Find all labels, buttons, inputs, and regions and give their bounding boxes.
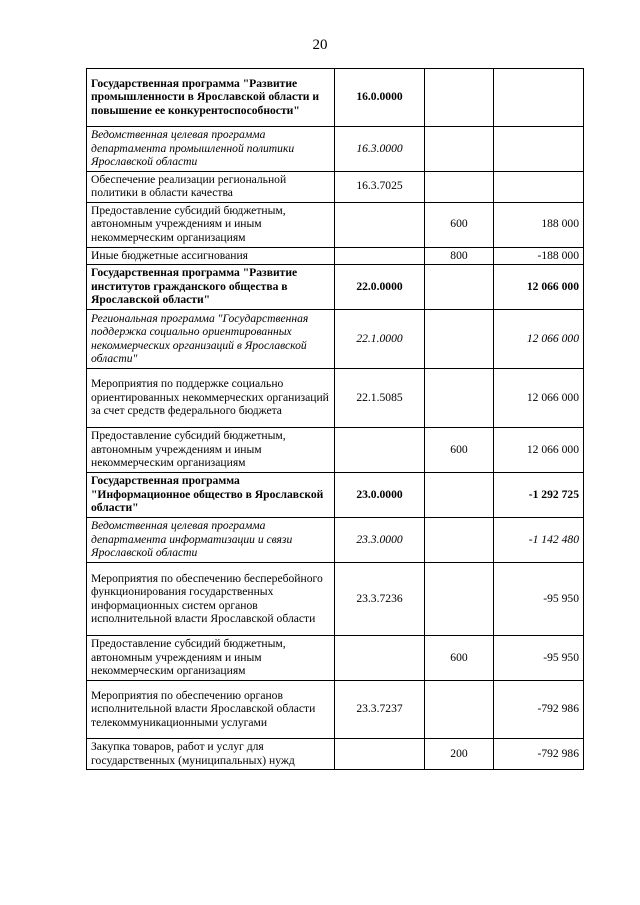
table-row bbox=[87, 202, 584, 247]
row-name-cell: Региональная программа "Государственная поддержка социально ориентированных некоммерческих организаций в Ярославской области" bbox=[87, 310, 335, 369]
page-number: 20 bbox=[312, 37, 328, 53]
row-sum-cell: -1 142 480 bbox=[494, 518, 584, 563]
table-row bbox=[87, 473, 584, 518]
row-name-cell: Ведомственная целевая программа департамента промышленной политики Ярославской области bbox=[87, 127, 335, 172]
row-expense-type-cell: 800 bbox=[425, 247, 494, 265]
row-sum-cell: 12 066 000 bbox=[494, 428, 584, 473]
row-sum-cell: -792 986 bbox=[494, 681, 584, 739]
row-sum-cell bbox=[494, 69, 584, 127]
row-expense-type-cell bbox=[425, 127, 494, 172]
row-name-cell: Иные бюджетные ассигнования bbox=[87, 247, 335, 265]
table-row bbox=[87, 518, 584, 563]
row-code-cell: 22.1.0000 bbox=[335, 310, 425, 369]
table-row bbox=[87, 310, 584, 369]
row-code-cell: 23.3.0000 bbox=[335, 518, 425, 563]
row-expense-type-cell bbox=[425, 69, 494, 127]
row-code-cell bbox=[335, 636, 425, 681]
row-sum-cell: -188 000 bbox=[494, 247, 584, 265]
table-row bbox=[87, 127, 584, 172]
row-name-cell: Мероприятия по обеспечению бесперебойного функционирования государственных информационных систем органов исполнительной власти Ярославской области bbox=[87, 563, 335, 636]
row-name-cell: Мероприятия по обеспечению органов исполнительной власти Ярославской области телекоммуникационными услугами bbox=[87, 681, 335, 739]
row-name-cell: Государственная программа "Информационное общество в Ярославской области" bbox=[87, 473, 335, 518]
row-expense-type-cell bbox=[425, 310, 494, 369]
table-row bbox=[87, 681, 584, 739]
row-code-cell bbox=[335, 428, 425, 473]
table-row bbox=[87, 265, 584, 310]
row-code-cell: 16.3.0000 bbox=[335, 127, 425, 172]
budget-table bbox=[86, 68, 584, 770]
row-code-cell: 22.1.5085 bbox=[335, 369, 425, 428]
table-row bbox=[87, 636, 584, 681]
row-name-cell: Предоставление субсидий бюджетным, автономным учреждениям и иным некоммерческим организациям bbox=[87, 636, 335, 681]
row-sum-cell bbox=[494, 127, 584, 172]
table-row bbox=[87, 247, 584, 265]
row-sum-cell: 12 066 000 bbox=[494, 310, 584, 369]
row-name-cell: Предоставление субсидий бюджетным, автономным учреждениям и иным некоммерческим организациям bbox=[87, 428, 335, 473]
row-code-cell bbox=[335, 202, 425, 247]
row-expense-type-cell bbox=[425, 563, 494, 636]
table-row bbox=[87, 171, 584, 202]
table-row bbox=[87, 69, 584, 127]
row-name-cell: Закупка товаров, работ и услуг для государственных (муниципальных) нужд bbox=[87, 739, 335, 770]
row-code-cell: 16.0.0000 bbox=[335, 69, 425, 127]
row-name-cell: Государственная программа "Развитие промышленности в Ярославской области и повышение ее конкурентоспособности" bbox=[87, 69, 335, 127]
row-sum-cell: 12 066 000 bbox=[494, 265, 584, 310]
row-code-cell: 23.3.7236 bbox=[335, 563, 425, 636]
row-expense-type-cell: 600 bbox=[425, 428, 494, 473]
row-sum-cell: -792 986 bbox=[494, 739, 584, 770]
table-row bbox=[87, 739, 584, 770]
row-name-cell: Предоставление субсидий бюджетным, автономным учреждениям и иным некоммерческим организациям bbox=[87, 202, 335, 247]
row-code-cell: 16.3.7025 bbox=[335, 171, 425, 202]
row-expense-type-cell bbox=[425, 681, 494, 739]
row-expense-type-cell bbox=[425, 171, 494, 202]
row-code-cell bbox=[335, 739, 425, 770]
row-name-cell: Государственная программа "Развитие институтов гражданского общества в Ярославской области" bbox=[87, 265, 335, 310]
table-row bbox=[87, 563, 584, 636]
table-row bbox=[87, 369, 584, 428]
row-expense-type-cell bbox=[425, 369, 494, 428]
row-sum-cell: 12 066 000 bbox=[494, 369, 584, 428]
row-sum-cell: -95 950 bbox=[494, 563, 584, 636]
row-code-cell: 23.0.0000 bbox=[335, 473, 425, 518]
row-code-cell: 22.0.0000 bbox=[335, 265, 425, 310]
row-sum-cell: -1 292 725 bbox=[494, 473, 584, 518]
row-name-cell: Обеспечение реализации региональной политики в области качества bbox=[87, 171, 335, 202]
row-name-cell: Ведомственная целевая программа департамента информатизации и связи Ярославской области bbox=[87, 518, 335, 563]
row-expense-type-cell: 600 bbox=[425, 636, 494, 681]
row-expense-type-cell bbox=[425, 265, 494, 310]
table-row bbox=[87, 428, 584, 473]
row-expense-type-cell: 200 bbox=[425, 739, 494, 770]
row-sum-cell bbox=[494, 171, 584, 202]
row-code-cell bbox=[335, 247, 425, 265]
row-expense-type-cell: 600 bbox=[425, 202, 494, 247]
row-sum-cell: 188 000 bbox=[494, 202, 584, 247]
row-sum-cell: -95 950 bbox=[494, 636, 584, 681]
row-name-cell: Мероприятия по поддержке социально ориентированных некоммерческих организаций за счет средств федерального бюджета bbox=[87, 369, 335, 428]
row-expense-type-cell bbox=[425, 518, 494, 563]
budget-table-body bbox=[87, 69, 584, 770]
row-code-cell: 23.3.7237 bbox=[335, 681, 425, 739]
row-expense-type-cell bbox=[425, 473, 494, 518]
